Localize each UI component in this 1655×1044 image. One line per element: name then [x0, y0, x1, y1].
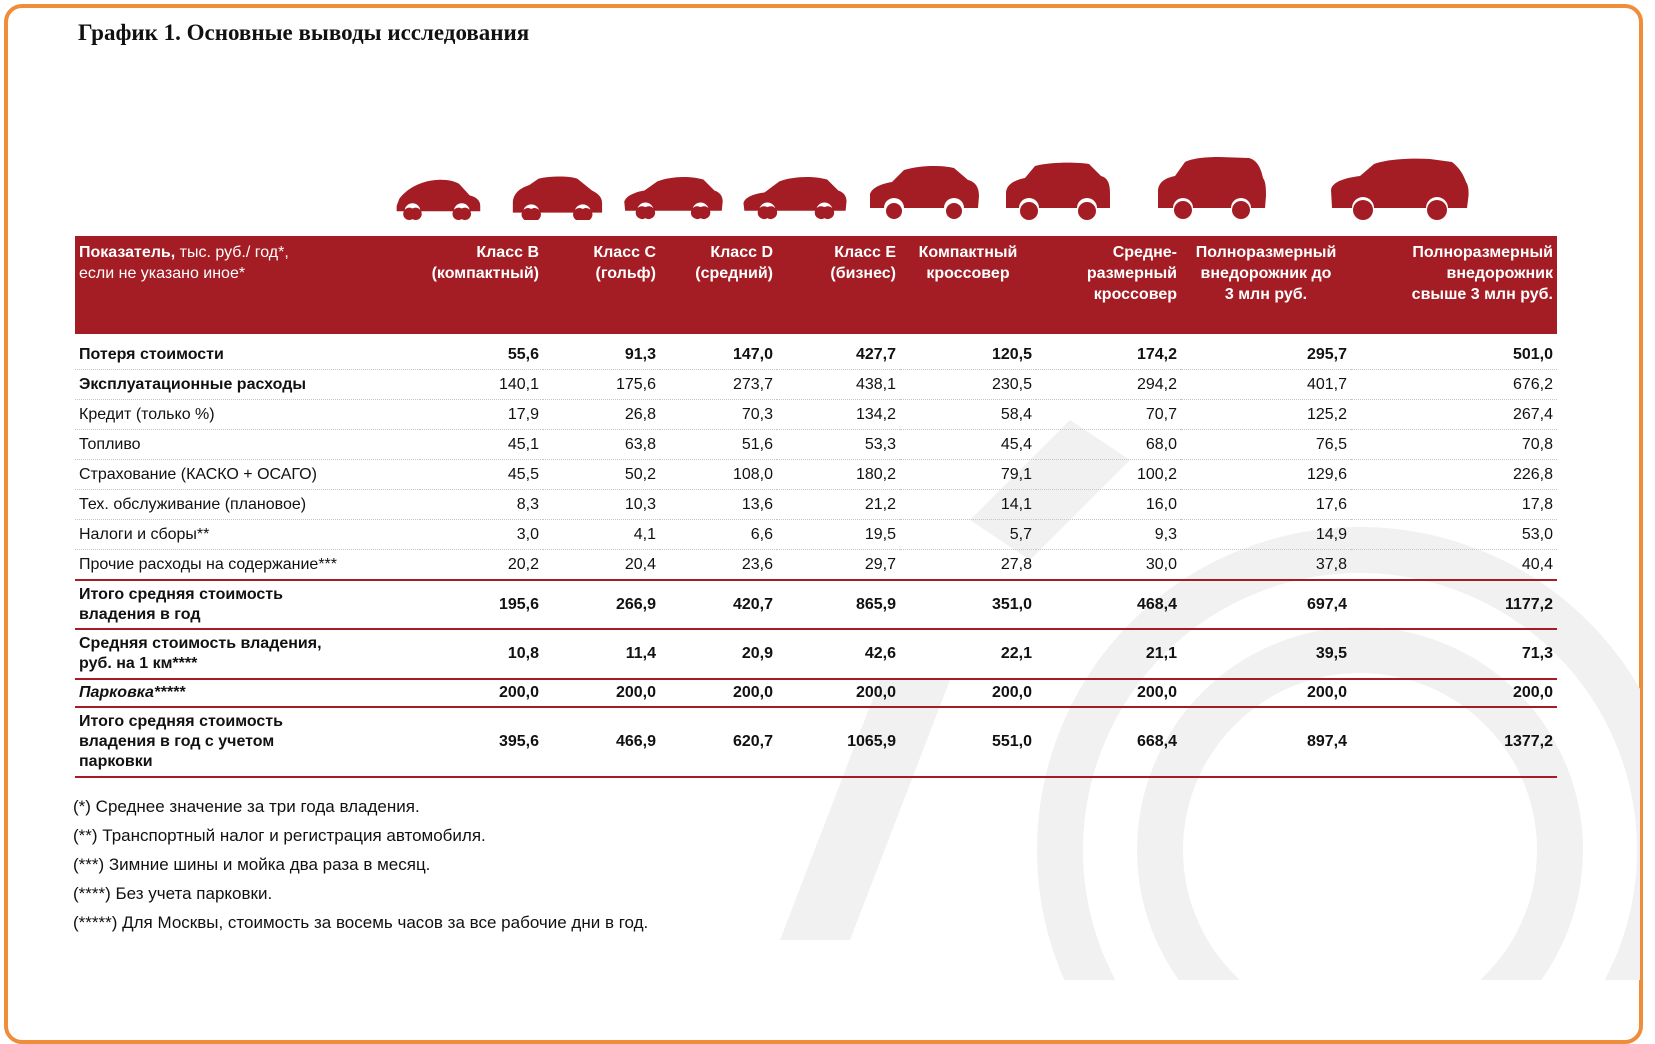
cell: 26,8 — [543, 400, 660, 430]
cell: 395,6 — [420, 707, 543, 777]
footnote: (**) Транспортный налог и регистрация автомобиля. — [73, 826, 486, 845]
midsize-crossover-icon — [1005, 162, 1111, 220]
cell: 70,8 — [1351, 430, 1557, 460]
cell: 468,4 — [1036, 580, 1181, 629]
table-header-row — [75, 236, 1557, 334]
compact-crossover-icon — [868, 164, 980, 220]
header-class-b: Класс B (компактный) — [420, 236, 543, 334]
cell: 45,5 — [420, 460, 543, 490]
cell: 1377,2 — [1351, 707, 1557, 777]
cell: 22,1 — [900, 629, 1036, 679]
header-class-e: Класс E (бизнес) — [777, 236, 900, 334]
cell: 134,2 — [777, 400, 900, 430]
cell: 897,4 — [1181, 707, 1351, 777]
header-indicator: Показатель, тыс. руб./ год*, если не указано иное* — [75, 236, 420, 334]
cell: 16,0 — [1036, 490, 1181, 520]
cell: 200,0 — [900, 679, 1036, 707]
cell: 129,6 — [1181, 460, 1351, 490]
row-label: Топливо — [75, 430, 420, 460]
cell: 865,9 — [777, 580, 900, 629]
cell: 9,3 — [1036, 520, 1181, 550]
cell: 27,8 — [900, 550, 1036, 581]
cell: 68,0 — [1036, 430, 1181, 460]
cell: 53,0 — [1351, 520, 1557, 550]
cell: 70,3 — [660, 400, 777, 430]
car-class-e-icon — [738, 174, 852, 220]
cell: 3,0 — [420, 520, 543, 550]
table-row-per-km — [75, 629, 1557, 679]
table-row — [75, 460, 1557, 490]
footnote: (*) Среднее значение за три года владения. — [73, 797, 420, 816]
page-title: График 1. Основные выводы исследования — [78, 20, 530, 45]
cell: 180,2 — [777, 460, 900, 490]
cell: 108,0 — [660, 460, 777, 490]
cell: 14,1 — [900, 490, 1036, 520]
footnote: (*****) Для Москвы, стоимость за восемь часов за все рабочие дни в год. — [73, 913, 649, 932]
cell: 501,0 — [1351, 334, 1557, 370]
cell: 668,4 — [1036, 707, 1181, 777]
cell: 466,9 — [543, 707, 660, 777]
cell: 401,7 — [1181, 370, 1351, 400]
row-label: Средняя стоимость владения, руб. на 1 км**** — [75, 629, 420, 679]
header-class-c: Класс C (гольф) — [543, 236, 660, 334]
table-row — [75, 334, 1557, 370]
cell: 1065,9 — [777, 707, 900, 777]
cell: 10,3 — [543, 490, 660, 520]
cell: 23,6 — [660, 550, 777, 581]
car-class-d-icon — [618, 174, 728, 220]
table-row — [75, 490, 1557, 520]
footnote: (****) Без учета парковки. — [73, 884, 273, 903]
row-label: Потеря стоимости — [75, 334, 420, 370]
table-row — [75, 550, 1557, 581]
cell: 4,1 — [543, 520, 660, 550]
cell: 71,3 — [1351, 629, 1557, 679]
cell: 17,9 — [420, 400, 543, 430]
cell: 420,7 — [660, 580, 777, 629]
cell: 174,2 — [1036, 334, 1181, 370]
cell: 438,1 — [777, 370, 900, 400]
cell: 200,0 — [1181, 679, 1351, 707]
cell: 45,1 — [420, 430, 543, 460]
cell: 21,1 — [1036, 629, 1181, 679]
cell: 53,3 — [777, 430, 900, 460]
cell: 11,4 — [543, 629, 660, 679]
cell: 63,8 — [543, 430, 660, 460]
cell: 91,3 — [543, 334, 660, 370]
footnote: (***) Зимние шины и мойка два раза в месяц. — [73, 855, 431, 874]
table-row — [75, 400, 1557, 430]
cell: 200,0 — [777, 679, 900, 707]
cell: 140,1 — [420, 370, 543, 400]
cell: 70,7 — [1036, 400, 1181, 430]
suv-icon — [1157, 156, 1267, 220]
cell: 676,2 — [1351, 370, 1557, 400]
cell: 39,5 — [1181, 629, 1351, 679]
header-suv-under-3m: Полноразмерный внедорожник до 3 млн руб. — [1181, 236, 1351, 334]
cell: 45,4 — [900, 430, 1036, 460]
row-label: Прочие расходы на содержание*** — [75, 550, 420, 581]
cell: 37,8 — [1181, 550, 1351, 581]
cell: 17,8 — [1351, 490, 1557, 520]
row-label: Кредит (только %) — [75, 400, 420, 430]
cell: 200,0 — [543, 679, 660, 707]
cell: 40,4 — [1351, 550, 1557, 581]
table-row-total-with-parking — [75, 707, 1557, 777]
cell: 295,7 — [1181, 334, 1351, 370]
cell: 147,0 — [660, 334, 777, 370]
cell: 294,2 — [1036, 370, 1181, 400]
header-class-d: Класс D (средний) — [660, 236, 777, 334]
cell: 267,4 — [1351, 400, 1557, 430]
cell: 6,6 — [660, 520, 777, 550]
footnotes — [73, 796, 648, 941]
cell: 125,2 — [1181, 400, 1351, 430]
cell: 5,7 — [900, 520, 1036, 550]
cell: 1177,2 — [1351, 580, 1557, 629]
cell: 230,5 — [900, 370, 1036, 400]
cell: 697,4 — [1181, 580, 1351, 629]
cell: 200,0 — [1351, 679, 1557, 707]
cell: 30,0 — [1036, 550, 1181, 581]
row-label: Тех. обслуживание (плановое) — [75, 490, 420, 520]
cell: 551,0 — [900, 707, 1036, 777]
table-row — [75, 370, 1557, 400]
cell: 79,1 — [900, 460, 1036, 490]
car-icons-row — [0, 140, 1655, 220]
row-label: Налоги и сборы** — [75, 520, 420, 550]
cell: 21,2 — [777, 490, 900, 520]
cell: 55,6 — [420, 334, 543, 370]
large-suv-icon — [1330, 158, 1470, 220]
cell: 10,8 — [420, 629, 543, 679]
row-label: Итого средняя стоимость владения в год — [75, 580, 420, 629]
cell: 200,0 — [1036, 679, 1181, 707]
cell: 100,2 — [1036, 460, 1181, 490]
table-row — [75, 520, 1557, 550]
cell: 195,6 — [420, 580, 543, 629]
row-label: Страхование (КАСКО + ОСАГО) — [75, 460, 420, 490]
row-label: Итого средняя стоимость владения в год с учетом парковки — [75, 707, 420, 777]
cell: 200,0 — [420, 679, 543, 707]
cell: 14,9 — [1181, 520, 1351, 550]
cell: 8,3 — [420, 490, 543, 520]
cell: 20,9 — [660, 629, 777, 679]
cell: 42,6 — [777, 629, 900, 679]
cell: 273,7 — [660, 370, 777, 400]
cell: 17,6 — [1181, 490, 1351, 520]
header-compact-crossover: Компактный кроссовер — [900, 236, 1036, 334]
cell: 13,6 — [660, 490, 777, 520]
cell: 266,9 — [543, 580, 660, 629]
cell: 20,2 — [420, 550, 543, 581]
cell: 200,0 — [660, 679, 777, 707]
table-row-parking — [75, 679, 1557, 707]
table-row-total — [75, 580, 1557, 629]
cell: 427,7 — [777, 334, 900, 370]
cell: 50,2 — [543, 460, 660, 490]
header-midsize-crossover: Средне- размерный кроссовер — [1036, 236, 1181, 334]
table-row — [75, 430, 1557, 460]
cell: 120,5 — [900, 334, 1036, 370]
row-label: Эксплуатационные расходы — [75, 370, 420, 400]
cell: 351,0 — [900, 580, 1036, 629]
row-label: Парковка***** — [75, 679, 420, 707]
car-class-b-icon — [393, 176, 483, 220]
cell: 51,6 — [660, 430, 777, 460]
cell: 58,4 — [900, 400, 1036, 430]
cell: 226,8 — [1351, 460, 1557, 490]
cell: 29,7 — [777, 550, 900, 581]
car-class-c-icon — [511, 174, 603, 220]
cell: 175,6 — [543, 370, 660, 400]
header-suv-over-3m: Полноразмерный внедорожник свыше 3 млн руб. — [1351, 236, 1557, 334]
cell: 20,4 — [543, 550, 660, 581]
cell: 19,5 — [777, 520, 900, 550]
cell: 620,7 — [660, 707, 777, 777]
cell: 76,5 — [1181, 430, 1351, 460]
cost-table — [75, 236, 1557, 778]
